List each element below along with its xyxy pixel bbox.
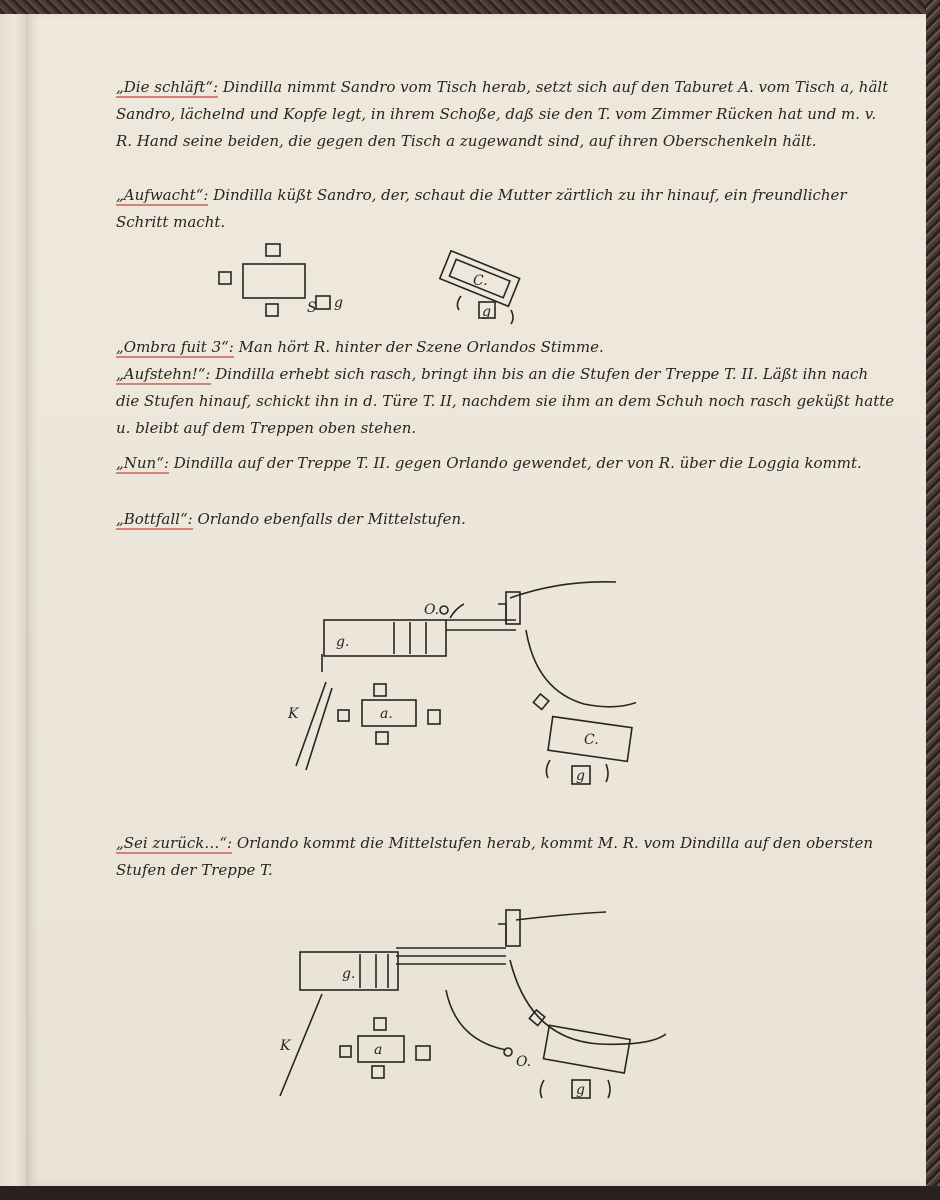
cover-bottom-edge (0, 1186, 940, 1200)
cue-label: „Sei zurück…“: (116, 834, 233, 852)
sketch-label: O. (516, 1054, 532, 1070)
paragraph-bottfall (116, 506, 896, 533)
sketch-label: g (334, 295, 343, 311)
sketch-label: g. (336, 634, 350, 650)
cue-label: „Ombra fuit 3“: (116, 338, 234, 356)
paragraph-ombra (116, 334, 896, 361)
cue-label: „Nun“: (116, 454, 169, 472)
sketch-label: g. (342, 966, 356, 982)
paragraph-sei-zurueck (116, 830, 896, 884)
paragraph-text: Orlando ebenfalls der Mittelstufen. (197, 510, 466, 528)
sketch-label: a (374, 1042, 383, 1058)
paragraph-text: Dindilla auf der Treppe T. II. gegen Orlando gewendet, der von R. über die Loggia kommt. (173, 454, 862, 472)
paragraph-aufwacht (116, 182, 896, 236)
stage-sketch-2 (266, 570, 636, 800)
cue-label: „Aufwacht“: (116, 186, 209, 204)
sketch-label: S (307, 300, 317, 316)
sketch-label: K (280, 1038, 291, 1054)
sketch-label: C. (473, 273, 488, 289)
paragraph-text: Man hört R. hinter der Szene Orlandos Stimme. (238, 338, 604, 356)
paragraph-text: Orlando kommt die Mittelstufen herab, kommt M. R. vom Dindilla auf den obersten Stufen der Treppe T. (116, 834, 874, 879)
paragraph-text: Dindilla nimmt Sandro vom Tisch herab, setzt sich auf den Taburet A. vom Tisch a, hält Sandro, lächelnd und Kopfe legt, in ihrem Schoße, daß sie den T. vom Zimmer Rücken hat und m. v. R. Hand seine beiden, die gegen den Tisch a zugewandt sind, auf ihren Oberschenkeln hält. (116, 78, 889, 150)
sketch-label: g (576, 1082, 585, 1098)
sketch-label: g (576, 768, 585, 784)
paragraph-text: Dindilla erhebt sich rasch, bringt ihn bis an die Stufen der Treppe T. II. Läßt ihn nach die Stufen hinauf, schickt ihn in d. Türe T. II, nachdem sie ihm an dem Schuh noch rasch geküßt hatte u. bleibt auf dem Treppen oben stehen. (116, 365, 895, 437)
paragraph-aufstehn (116, 361, 896, 442)
cue-label: „Bottfall“: (116, 510, 193, 528)
manuscript-page (26, 14, 926, 1186)
stage-sketch-1 (211, 240, 551, 340)
sketch-label: C. (584, 732, 599, 748)
cue-label: „Aufstehn!“: (116, 365, 211, 383)
paragraph-die-schlaeft (116, 74, 896, 155)
paragraph-text: Dindilla küßt Sandro, der, schaut die Mutter zärtlich zu ihr hinauf, ein freundlicher Schritt macht. (116, 186, 847, 231)
stage-sketch-3 (246, 900, 666, 1120)
marbled-cover-right (926, 0, 940, 1200)
sketch-label: O. (424, 602, 440, 618)
sketch-label: a. (380, 706, 393, 722)
sketch-label: K (288, 706, 299, 722)
cue-label: „Die schläft“: (116, 78, 219, 96)
sketch-label: g (482, 304, 491, 320)
paragraph-nun (116, 450, 896, 477)
